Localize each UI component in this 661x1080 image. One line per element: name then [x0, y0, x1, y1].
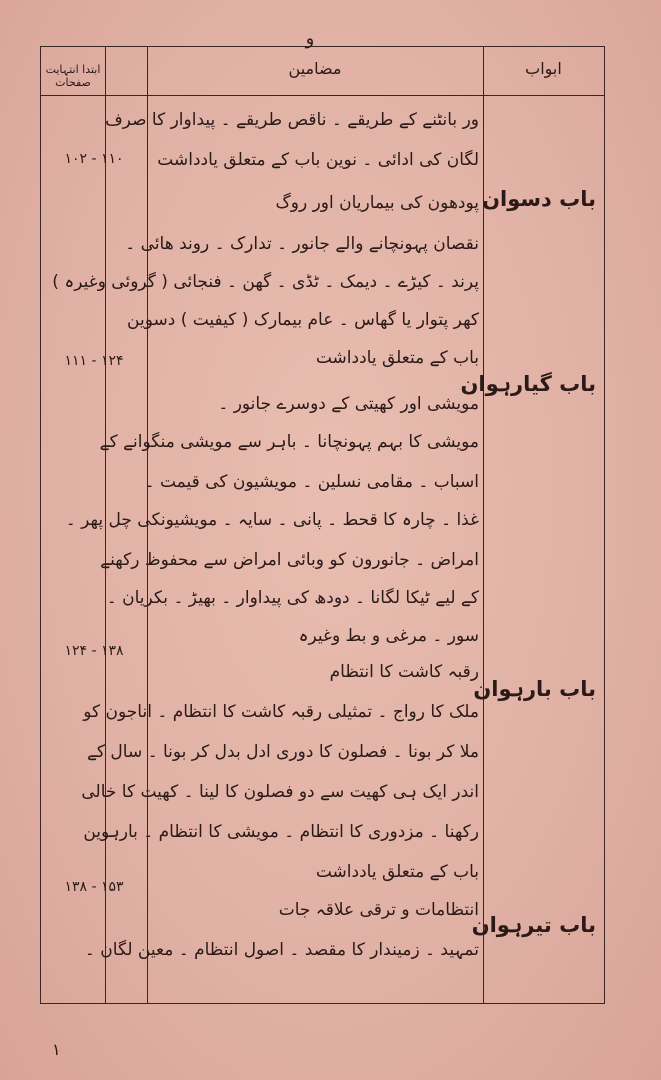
page-foot-mark: ۱ — [52, 1040, 61, 1059]
chapter-title: باب تیرہوان — [471, 913, 596, 937]
header-rule — [41, 95, 604, 96]
chapter-title: باب دسوان — [482, 187, 596, 211]
content-line: مویشی اور کھیتی کے دوسرے جانور ۔ — [218, 394, 479, 414]
contents-table — [40, 46, 605, 1004]
content-line: غذا ۔ چارہ کا قحط ۔ پانی ۔ سایہ ۔ مویشیونکی چل پھر ۔ — [65, 510, 479, 530]
content-line: باب کے متعلق یادداشت — [315, 348, 479, 368]
content-line: تمہید ۔ زمیندار کا مقصد ۔ اصول انتظام ۔ معین لگان ۔ — [84, 940, 479, 960]
content-line: مویشی کا بہم پہونچانا ۔ باہر سے مویشی منگوانے کے — [99, 432, 479, 452]
content-line: نقصان پہونچانے والے جانور ۔ تدارک ۔ روند ھائی ۔ — [125, 234, 479, 254]
content-line: پرند ۔ کیڑے ۔ دیمک ۔ ٹڈی ۔ گھن ۔ فنجائی ( گروئی وغیرہ ) — [52, 272, 479, 292]
content-line: ملک کا رواج ۔ تمثیلی رقبہ کاشت کا انتظام ۔ اناجون کو — [83, 702, 479, 722]
content-line: پودھون کی بیماریان اور روگ — [275, 193, 479, 213]
chapter-title: باب گیارہوان — [460, 372, 596, 396]
content-line: کے لیے ٹیکا لگانا ۔ دودھ کی پیداوار ۔ بھیڑ ۔ بکریان ۔ — [106, 588, 479, 608]
page-range: ۱۳۸ - ۱۵۳ — [64, 879, 124, 895]
page-range: ۱۲۴ - ۱۳۸ — [64, 643, 124, 659]
content-line: انتظامات و ترقی علاقہ جات — [278, 900, 479, 920]
header-chapters: ابواب — [525, 59, 562, 78]
page-range: ۱۰۲ - ۱۱۰ — [64, 151, 124, 167]
content-line: رقبہ کاشت کا انتظام — [329, 662, 479, 682]
header-pages: ابتدا انتہایت صفحات — [45, 63, 101, 89]
content-line: لگان کی ادائی ۔ نوین باب کے متعلق یادداشت — [157, 150, 479, 170]
content-line: کھر پتوار یا گھاس ۔ عام بیمارک ( کیفیت ) دسوین — [127, 310, 479, 330]
page-range: ۱۱۱ - ۱۲۴ — [64, 353, 124, 369]
header-topics: مضامین — [288, 59, 342, 78]
page-marker: و — [305, 28, 315, 49]
content-line: امراض ۔ جانورون کو وبائی امراض سے محفوظ رکھنے — [100, 550, 479, 570]
content-line: اندر ایک ہی کھیت سے دو فصلون کا لینا ۔ کھیت کا خالی — [81, 782, 479, 802]
content-line: سور ۔ مرغی و بط وغیرہ — [298, 626, 479, 646]
content-line: رکھنا ۔ مزدوری کا انتظام ۔ مویشی کا انتظام ۔ بارہوین — [83, 822, 479, 842]
chapter-title: باب بارہوان — [473, 677, 596, 701]
content-line: ملا کر بونا ۔ فصلون کا دوری ادل بدل کر بونا ۔ سال کے — [86, 742, 479, 762]
content-line: اسباب ۔ مقامی نسلین ۔ مویشیون کی قیمت ۔ — [144, 472, 479, 492]
content-line: ور بانٹنے کے طریقے ۔ ناقص طریقے ۔ پیداوار کا صرف — [105, 110, 479, 130]
content-line: باب کے متعلق یادداشت — [315, 862, 479, 882]
